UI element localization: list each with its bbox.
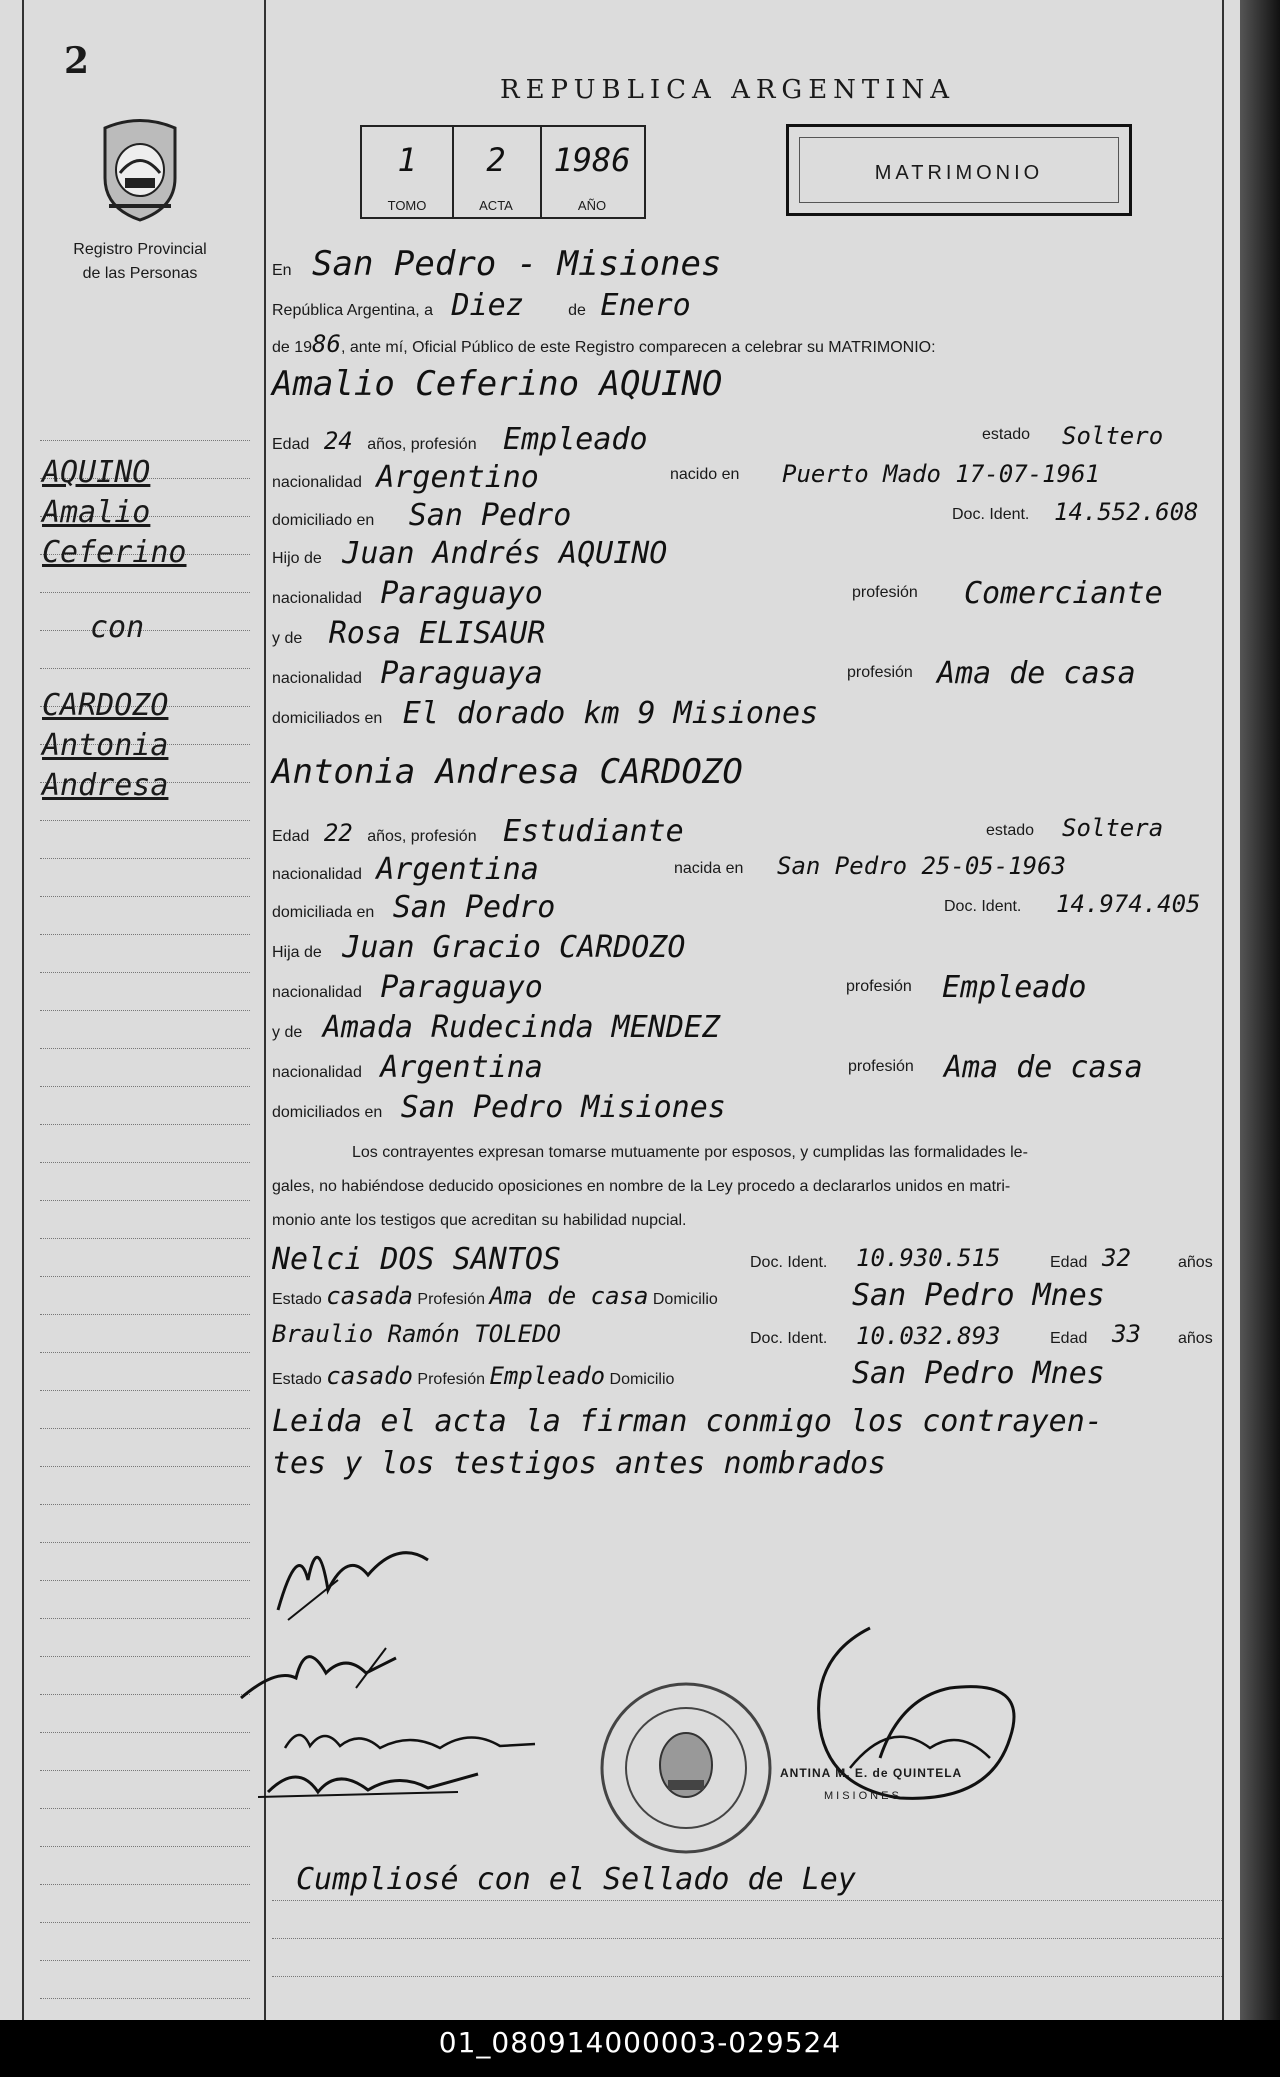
bride-father-nationality: Paraguayo (380, 970, 543, 1005)
groom-father-line (272, 536, 1228, 571)
bride-mother-nacionalidad-label: nacionalidad (272, 1064, 362, 1081)
bride-father-line (272, 930, 1228, 965)
registry-line-2: de las Personas (82, 265, 198, 282)
witness-1-domicile: San Pedro Mnes (852, 1278, 1105, 1313)
left-margin-rule (22, 0, 24, 2020)
tomo-label: TOMO (387, 198, 427, 213)
groom-domicile: San Pedro (408, 498, 572, 533)
acta-label: ACTA (479, 198, 513, 213)
bride-parents-domicile: San Pedro Misiones (400, 1090, 726, 1125)
left-ruling-line (40, 1466, 250, 1467)
left-ruling-line (40, 1998, 250, 1999)
bride-birthplace: San Pedro 25-05-1963 (777, 852, 1066, 880)
witness-2-doc: 10.032.893 (856, 1322, 1001, 1350)
bride-father-profesion-label: profesión (846, 978, 912, 995)
day-value: Diez (451, 288, 524, 323)
left-ruling-line (40, 1390, 250, 1391)
body-ruling-line (272, 1976, 1222, 1977)
ano-value: 1986 (553, 141, 631, 179)
witness-2-detail-line (272, 1356, 1228, 1391)
domiciliada-label: domiciliada en (272, 904, 375, 921)
margin-bride-surname: CARDOZO (42, 688, 169, 723)
date-line (272, 288, 1228, 323)
groom-profession: Empleado (503, 422, 648, 457)
groom-father: Juan Andrés AQUINO (342, 536, 668, 571)
bride-full-name: Antonia Andresa CARDOZO (272, 752, 743, 792)
witness-2-prof-label: Profesión (417, 1371, 486, 1388)
declaration-paragraph (272, 1136, 1222, 1238)
left-ruling-line (40, 1352, 250, 1353)
acta-value: 2 (486, 141, 506, 179)
left-ruling-line (40, 592, 250, 593)
anos-profesion-label: años, profesión (367, 436, 477, 453)
bride-age: 22 (323, 819, 353, 847)
groom-parents-domicile-line (272, 696, 1228, 731)
registry-stamp-icon (598, 1680, 774, 1856)
father-profesion-label: profesión (852, 584, 918, 601)
witness-1-anos-label: años (1178, 1254, 1213, 1271)
margin-groom-given1: Amalio (42, 495, 151, 530)
witness-2-profession: Empleado (489, 1362, 606, 1390)
groom-nationality: Argentino (376, 460, 539, 495)
month-value: Enero (600, 288, 691, 323)
left-ruling-line (40, 1162, 250, 1163)
bride-nationality-line (272, 852, 1228, 887)
groom-birthplace: Puerto Mado 17-07-1961 (782, 460, 1100, 488)
nacida-label: nacida en (674, 860, 744, 877)
witness-2-age: 33 (1112, 1320, 1141, 1348)
left-ruling-line (40, 896, 250, 897)
declaration-line-1: Los contrayentes expresan tomarse mutuamente por esposos, y cumplidas las formalidades le- (352, 1144, 1028, 1161)
bride-father: Juan Gracio CARDOZO (342, 930, 686, 965)
bride-doc: 14.974.405 (1056, 890, 1201, 918)
en-label: En (272, 262, 292, 279)
witness-1-doc: 10.930.515 (856, 1244, 1001, 1272)
bride-estado-label: estado (986, 822, 1035, 839)
footnote-text: Cumpliosé con el Sellado de Ley (296, 1862, 856, 1897)
witness-2-estado: casado (326, 1362, 413, 1390)
closing-text-2: tes y los testigos antes nombrados (272, 1446, 887, 1481)
hija-de-label: Hija de (272, 944, 322, 961)
groom-mother-nationality: Paraguaya (380, 656, 543, 691)
bride-mother-profesion-label: profesión (848, 1058, 914, 1075)
bride-mother-nationality-line (272, 1050, 1228, 1085)
mother-profesion-label: profesión (847, 664, 913, 681)
witness-2-domicile: San Pedro Mnes (852, 1356, 1105, 1391)
left-ruling-line (40, 1238, 250, 1239)
signature-bride (236, 1628, 416, 1708)
left-ruling-line (40, 1846, 250, 1847)
officer-name: ANTINA M. E. de QUINTELA (780, 1766, 963, 1780)
left-ruling-line (40, 1808, 250, 1809)
witness-1-estado: casada (326, 1282, 413, 1310)
page-binding-edge (1240, 0, 1280, 2020)
declaration-line-2: gales, no habiéndose deducido oposiciones en nombre de la Ley procedo a declararlos unidos en matri- (272, 1178, 1011, 1195)
left-ruling-line (40, 972, 250, 973)
bride-father-nacionalidad-label: nacionalidad (272, 984, 362, 1001)
left-ruling-line (40, 1124, 250, 1125)
witness-1-profession: Ama de casa (489, 1282, 649, 1310)
scan-footer-id: 01_080914000003-029524 (438, 2026, 842, 2059)
left-ruling-line (40, 440, 250, 441)
left-ruling-line (40, 1428, 250, 1429)
mother-nacionalidad-label: nacionalidad (272, 670, 362, 687)
left-ruling-line (40, 668, 250, 669)
bride-age-line (272, 814, 1228, 849)
tomo-cell (362, 127, 454, 217)
tomo-value: 1 (397, 141, 417, 179)
officer-title: MISIONES (824, 1790, 902, 1802)
ano-label: AÑO (577, 198, 607, 213)
closing-line-2 (272, 1446, 1228, 1481)
doc-ident-label: Doc. Ident. (952, 506, 1030, 523)
left-ruling-line (40, 1504, 250, 1505)
place-line (272, 244, 1228, 284)
witness-1-estado-label: Estado (272, 1291, 322, 1308)
closing-text-1: Leida el acta la firman conmigo los contrayen- (272, 1404, 1103, 1439)
witness-1-dom-label: Domicilio (652, 1291, 718, 1308)
groom-parents-domicile: El dorado km 9 Misiones (402, 696, 819, 731)
left-ruling-line (40, 1694, 250, 1695)
witness-2-doc-label: Doc. Ident. (750, 1330, 828, 1347)
bride-domicile: San Pedro (392, 890, 556, 925)
witness-1-line (272, 1242, 1228, 1277)
left-ruling-line (40, 934, 250, 935)
groom-father-profession: Comerciante (964, 576, 1163, 611)
record-type-label: MATRIMONIO (799, 137, 1119, 203)
witness-2-line (272, 1320, 1228, 1348)
margin-groom-surname: AQUINO (42, 455, 151, 490)
witness-2-estado-label: Estado (272, 1371, 322, 1388)
bride-name-line (272, 752, 1228, 792)
bride-anos-profesion-label: años, profesión (367, 828, 477, 845)
bride-nacionalidad-label: nacionalidad (272, 866, 362, 883)
signature-groom (268, 1520, 438, 1630)
acta-cell (452, 127, 542, 217)
witness-1-edad-label: Edad (1050, 1254, 1088, 1271)
left-ruling-line (40, 1048, 250, 1049)
left-ruling-line (40, 1960, 250, 1961)
left-ruling-line (40, 1086, 250, 1087)
left-ruling-line (40, 1276, 250, 1277)
groom-mother-line (272, 616, 1228, 651)
edad-label: Edad (272, 436, 310, 453)
domiciliado-label: domiciliado en (272, 512, 375, 529)
witness-1-name: Nelci DOS SANTOS (272, 1242, 561, 1277)
groom-father-nationality-line (272, 576, 1228, 611)
registry-name (40, 238, 240, 286)
tomo-acta-ano-box (360, 125, 646, 219)
left-ruling-line (40, 1010, 250, 1011)
groom-estado: Soltero (1062, 422, 1164, 450)
republica-label: República Argentina, a (272, 302, 433, 319)
de-label: de (568, 302, 586, 319)
nacionalidad-label: nacionalidad (272, 474, 362, 491)
year-suffix: 86 (312, 330, 341, 358)
oficial-line (272, 330, 1228, 358)
de19-label: de 19 (272, 339, 313, 356)
groom-doc: 14.552.608 (1054, 498, 1199, 526)
ano-cell (540, 127, 644, 217)
margin-groom-given2: Ceferino (42, 535, 187, 570)
groom-age: 24 (323, 427, 353, 455)
bride-domiciliados-label: domiciliados en (272, 1104, 383, 1121)
hijo-de-label: Hijo de (272, 550, 322, 567)
bride-domicile-line (272, 890, 1228, 925)
bride-estado: Soltera (1062, 814, 1164, 842)
bride-mother-nationality: Argentina (380, 1050, 543, 1085)
groom-age-line (272, 422, 1228, 457)
left-ruling-line (40, 1656, 250, 1657)
column-divider-rule (264, 0, 266, 2020)
left-ruling-line (40, 630, 250, 631)
registry-line-1: Registro Provincial (73, 241, 207, 258)
witness-2-dom-label: Domicilio (609, 1371, 675, 1388)
witness-2-anos-label: años (1178, 1330, 1213, 1347)
witness-2-edad-label: Edad (1050, 1330, 1088, 1347)
estado-label: estado (982, 426, 1031, 443)
father-nacionalidad-label: nacionalidad (272, 590, 362, 607)
margin-bride-given1: Antonia (42, 728, 169, 763)
domiciliados-label: domiciliados en (272, 710, 383, 727)
signature-witness-2 (258, 1752, 488, 1822)
left-ruling-line (40, 1542, 250, 1543)
place-value: San Pedro - Misiones (312, 244, 722, 284)
footnote-line (272, 1862, 1228, 1897)
provincial-seal-icon (95, 118, 185, 223)
oficial-text: , ante mí, Oficial Público de este Registro comparecen a celebrar su MATRIMONIO: (340, 339, 936, 356)
body-ruling-line (272, 1900, 1222, 1901)
bride-father-nationality-line (272, 970, 1228, 1005)
bride-y-de-label: y de (272, 1024, 303, 1041)
margin-con: con (90, 610, 145, 645)
page-number: 2 (64, 40, 90, 82)
witness-1-detail-line (272, 1278, 1228, 1313)
left-ruling-line (40, 1314, 250, 1315)
groom-father-nationality: Paraguayo (380, 576, 543, 611)
groom-mother: Rosa ELISAUR (328, 616, 546, 651)
left-ruling-line (40, 1922, 250, 1923)
left-ruling-line (40, 820, 250, 821)
left-ruling-line (40, 1770, 250, 1771)
bride-father-profession: Empleado (942, 970, 1087, 1005)
bride-mother: Amada Rudecinda MENDEZ (322, 1010, 721, 1045)
bride-doc-ident-label: Doc. Ident. (944, 898, 1022, 915)
bride-parents-domicile-line (272, 1090, 1228, 1125)
groom-name-line (272, 364, 1228, 404)
left-ruling-line (40, 1580, 250, 1581)
witness-2-name: Braulio Ramón TOLEDO (272, 1320, 561, 1348)
witness-1-age: 32 (1102, 1244, 1131, 1272)
groom-mother-profession: Ama de casa (937, 656, 1136, 691)
closing-line-1 (272, 1404, 1228, 1439)
bride-mother-line (272, 1010, 1228, 1045)
bride-nationality: Argentina (376, 852, 539, 887)
y-de-label: y de (272, 630, 303, 647)
body-ruling-line (272, 1938, 1222, 1939)
bride-edad-label: Edad (272, 828, 310, 845)
groom-nationality-line (272, 460, 1228, 495)
witness-1-prof-label: Profesión (417, 1291, 486, 1308)
left-ruling-line (40, 1884, 250, 1885)
margin-bride-given2: Andresa (42, 768, 169, 803)
left-ruling-line (40, 1200, 250, 1201)
bride-mother-profession: Ama de casa (944, 1050, 1143, 1085)
left-ruling-line (40, 1618, 250, 1619)
bride-profession: Estudiante (503, 814, 684, 849)
record-type-box (786, 124, 1132, 216)
nacido-label: nacido en (670, 466, 740, 483)
groom-mother-nationality-line (272, 656, 1228, 691)
left-ruling-line (40, 1732, 250, 1733)
declaration-line-3: monio ante los testigos que acreditan su habilidad nupcial. (272, 1212, 687, 1229)
witness-1-doc-label: Doc. Ident. (750, 1254, 828, 1271)
country-heading: REPUBLICA ARGENTINA (500, 75, 956, 105)
groom-full-name: Amalio Ceferino AQUINO (272, 364, 723, 404)
left-ruling-line (40, 858, 250, 859)
groom-domicile-line (272, 498, 1228, 533)
